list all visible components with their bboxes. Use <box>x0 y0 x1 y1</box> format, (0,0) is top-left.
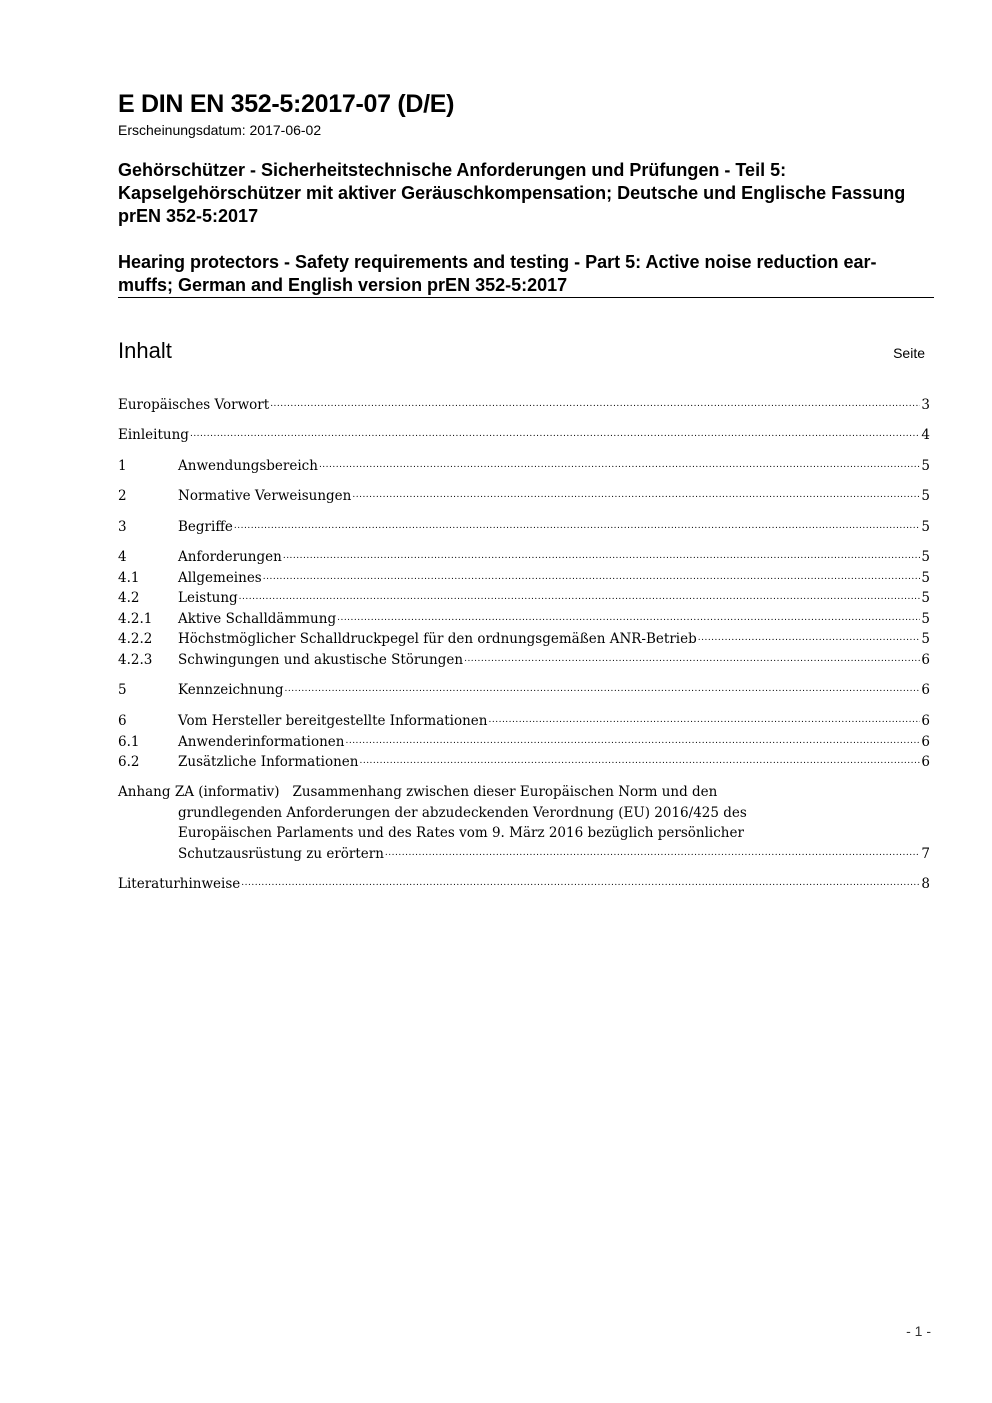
toc-entry-page: 5 <box>921 549 930 565</box>
toc-entry[interactable] <box>118 629 930 649</box>
toc-entry[interactable] <box>118 568 930 588</box>
toc-entry-page: 5 <box>921 488 930 504</box>
toc-entry-number: 4.2.2 <box>118 631 153 647</box>
title-english: Hearing protectors - Safety requirements and testing - Part 5: Active noise reduction ear-muffs; German and English version prEN 352-5:2017 <box>118 252 877 295</box>
toc-entry-page: 6 <box>921 713 930 729</box>
toc-entry-literaturhinweise[interactable] <box>118 874 930 894</box>
toc-entry-page: 5 <box>921 631 930 647</box>
document-id: E DIN EN 352-5:2017-07 (D/E) <box>118 90 455 118</box>
toc-entry-number: 6 <box>118 713 127 729</box>
toc-entry-title: Schwingungen und akustische Störungen <box>178 652 464 668</box>
toc-entry-page: 3 <box>921 397 930 413</box>
toc-entry[interactable] <box>118 456 930 476</box>
toc-entry-title: Europäisches Vorwort <box>118 397 270 413</box>
annex-title-line-2: grundlegenden Anforderungen der abzudeckenden Verordnung (EU) 2016/425 des <box>178 804 747 821</box>
toc-entry-page: 6 <box>921 754 930 770</box>
annex-page-number: 7 <box>921 845 930 862</box>
toc-entry[interactable] <box>118 395 930 415</box>
toc-entry-title: Leistung <box>178 590 238 606</box>
toc-entry-title: Kennzeichnung <box>178 682 284 698</box>
toc-entry[interactable] <box>118 650 930 670</box>
annex-label: Anhang ZA (informativ) <box>118 784 280 800</box>
toc-leader-dots <box>464 650 920 664</box>
toc-entry-title: Höchstmöglicher Schalldruckpegel für den ordnungsgemäßen ANR-Betrieb <box>178 631 697 647</box>
toc-entry-page: 6 <box>921 682 930 698</box>
toc-leader-dots <box>345 732 920 746</box>
toc-entry-page: 6 <box>921 734 930 750</box>
toc-entry[interactable] <box>118 732 930 752</box>
title-german: Gehörschützer - Sicherheitstechnische Anforderungen und Prüfungen - Teil 5: Kapselgehörschützer mit aktiver Geräuschkompensation; Deutsche und Englische Fassung prEN 352-5:2017 <box>118 160 906 226</box>
toc-leader-dots <box>241 874 920 888</box>
toc-entry-title: Anwenderinformationen <box>178 734 345 750</box>
toc-entry-page: 5 <box>921 570 930 586</box>
toc-entry-number: 3 <box>118 519 127 535</box>
toc-entry[interactable] <box>118 425 930 445</box>
toc-entry[interactable] <box>118 680 930 700</box>
toc-entry-annex-za[interactable] <box>118 782 930 864</box>
toc-leader-dots <box>283 547 921 561</box>
toc-leader-dots <box>489 711 921 725</box>
toc-leader-dots <box>285 680 921 694</box>
toc-entry[interactable] <box>118 547 930 567</box>
toc-entry-page: 5 <box>921 458 930 474</box>
toc-entry-page: 5 <box>921 590 930 606</box>
toc-leader-dots <box>359 752 920 766</box>
toc-entry-number: 6.1 <box>118 734 140 750</box>
toc-entry-number: 4.2 <box>118 590 140 606</box>
toc-entry-number: 2 <box>118 488 127 504</box>
toc-entry[interactable] <box>118 711 930 731</box>
toc-entry-page: 4 <box>921 427 930 443</box>
page-number: - 1 - <box>906 1323 931 1339</box>
toc-entry-title: Einleitung <box>118 427 189 443</box>
toc-entry-title: Normative Verweisungen <box>178 488 352 504</box>
toc-leader-dots <box>190 425 920 439</box>
toc-entry-title: Allgemeines <box>178 570 262 586</box>
toc-entry-title: Anforderungen <box>178 549 282 565</box>
toc-entry-number: 6.2 <box>118 754 140 770</box>
toc-entry-title: Zusätzliche Informationen <box>178 754 359 770</box>
toc-entry-number: 4 <box>118 549 127 565</box>
toc-entry[interactable] <box>118 517 930 537</box>
toc-leader-dots <box>270 395 920 409</box>
toc-entry-number: 4.2.3 <box>118 652 153 668</box>
toc-entry-number: 1 <box>118 458 127 474</box>
toc-entry-page: 5 <box>921 611 930 627</box>
title-divider <box>118 297 934 298</box>
toc-entry-number: 5 <box>118 682 127 698</box>
toc-entry-number: 4.2.1 <box>118 611 153 627</box>
publication-date: Erscheinungsdatum: 2017-06-02 <box>118 122 322 138</box>
toc-entry[interactable] <box>118 609 930 629</box>
toc-entry-page: 5 <box>921 519 930 535</box>
toc-heading: Inhalt <box>118 338 172 363</box>
toc-entry-title: Anwendungsbereich <box>178 458 318 474</box>
toc-leader-dots <box>352 486 920 500</box>
toc-entry-title: Literaturhinweise <box>118 876 241 892</box>
toc-entry[interactable] <box>118 752 930 772</box>
toc-leader-dots <box>698 629 921 643</box>
toc-leader-dots <box>263 568 921 582</box>
toc-entry-page: 8 <box>921 876 930 892</box>
annex-title-line-4: Schutzausrüstung zu erörtern <box>178 845 384 862</box>
toc-leader-dots <box>234 517 921 531</box>
toc-leader-dots <box>319 456 920 470</box>
toc-entry[interactable] <box>118 486 930 506</box>
annex-title-line-1: Zusammenhang zwischen dieser Europäischen Norm und den <box>292 784 718 800</box>
toc-leader-dots <box>385 844 920 858</box>
toc-leader-dots <box>337 609 920 623</box>
toc-entry-number: 4.1 <box>118 570 140 586</box>
toc-entry-title: Aktive Schalldämmung <box>178 611 337 627</box>
toc-entry[interactable] <box>118 588 930 608</box>
toc-entry-title: Vom Hersteller bereitgestellte Informationen <box>178 713 488 729</box>
annex-title-line-3: Europäischen Parlaments und des Rates vom 9. März 2016 bezüglich persönlicher <box>178 825 744 841</box>
toc-page-column-label: Seite <box>893 345 925 361</box>
toc-entry-title: Begriffe <box>178 519 233 535</box>
toc-entry-page: 6 <box>921 652 930 668</box>
toc-leader-dots <box>239 588 921 602</box>
